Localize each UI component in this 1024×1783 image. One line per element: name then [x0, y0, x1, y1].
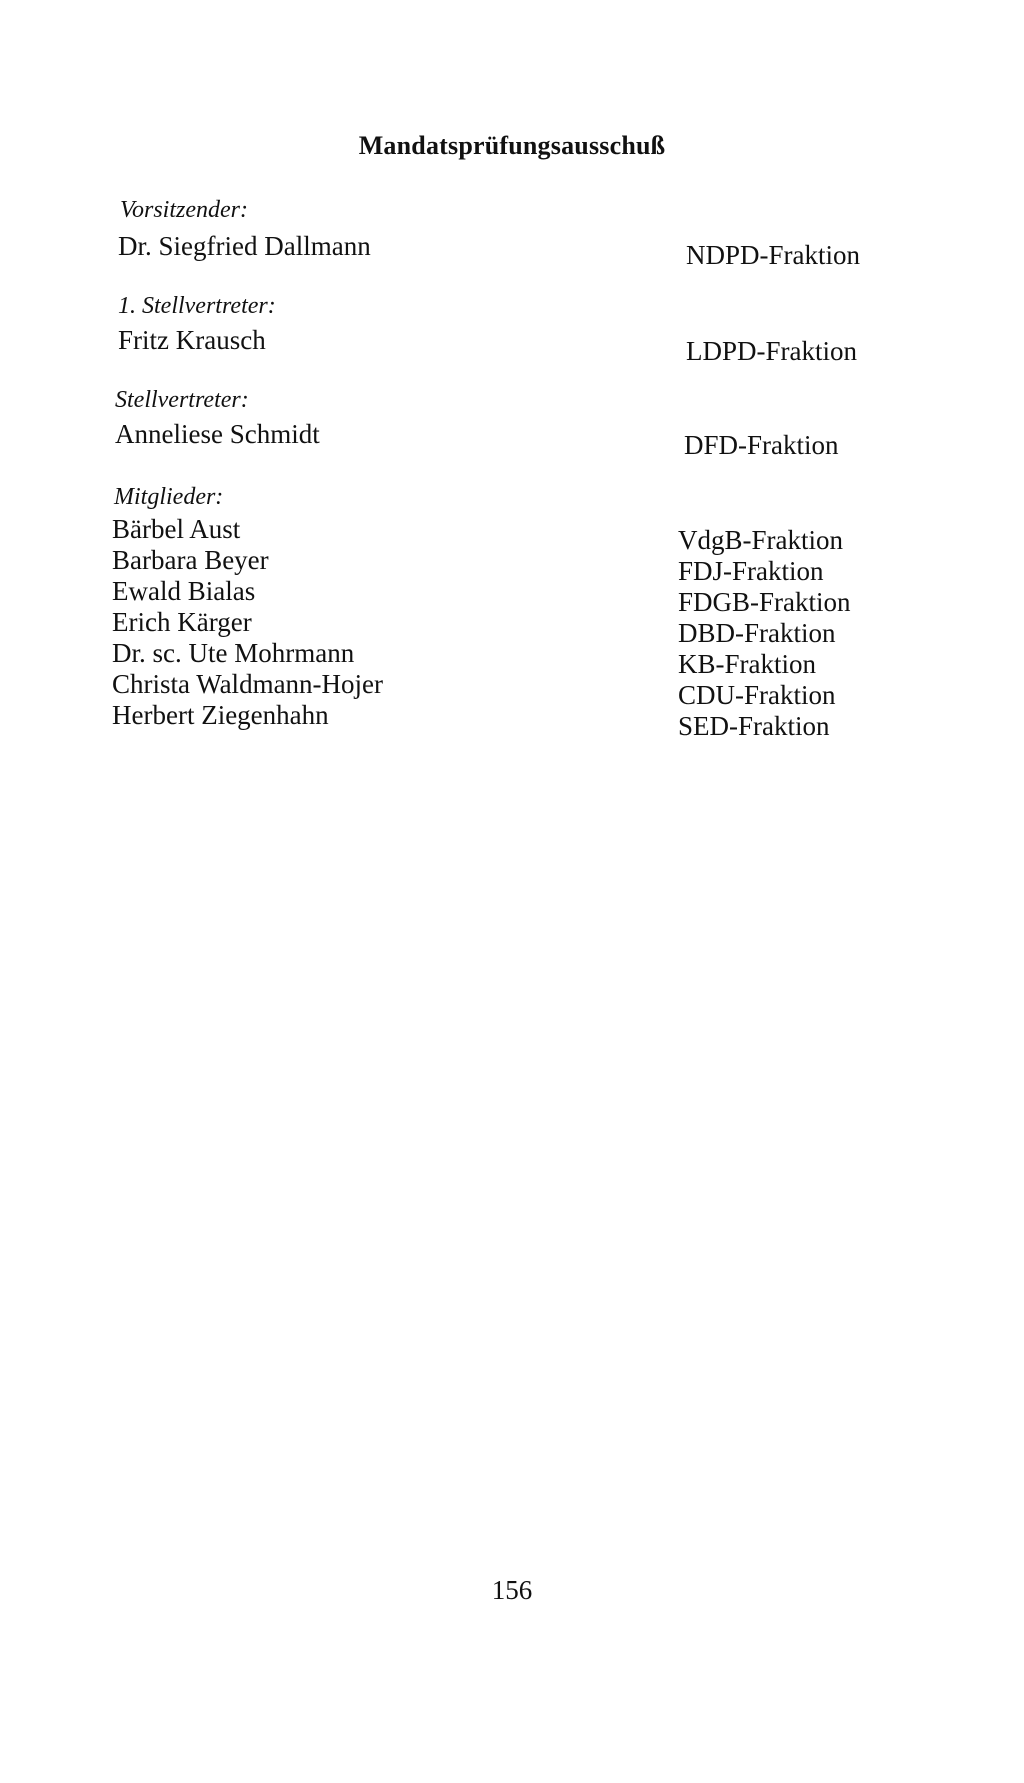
members-faction-list [678, 525, 851, 742]
member-faction: CDU-Fraktion [678, 680, 836, 710]
member-faction: SED-Fraktion [678, 711, 830, 741]
chair-role-label: Vorsitzender: [120, 197, 248, 223]
deputy-role-label: Stellvertreter: [115, 387, 249, 413]
member-name: Dr. sc. Ute Mohrmann [112, 638, 355, 668]
member-name: Erich Kärger [112, 607, 252, 637]
member-name: Barbara Beyer [112, 545, 269, 575]
member-name: Herbert Ziegenhahn [112, 700, 329, 730]
first-deputy-faction: LDPD-Fraktion [686, 336, 857, 366]
deputy-faction: DFD-Fraktion [684, 430, 839, 460]
member-name: Bärbel Aust [112, 514, 241, 544]
member-faction: VdgB-Fraktion [678, 525, 843, 555]
members-name-list [112, 514, 383, 731]
member-faction: FDJ-Fraktion [678, 556, 824, 586]
page-title: Mandatsprüfungsausschuß [358, 131, 666, 160]
first-deputy-role-label: 1. Stellvertreter: [118, 293, 276, 319]
member-faction: DBD-Fraktion [678, 618, 836, 648]
chair-name: Dr. Siegfried Dallmann [118, 231, 371, 261]
members-role-label: Mitglieder: [114, 484, 224, 510]
deputy-name: Anneliese Schmidt [115, 419, 320, 449]
page-number: 156 [491, 1575, 533, 1605]
chair-faction: NDPD-Fraktion [686, 240, 860, 270]
member-name: Christa Waldmann-Hojer [112, 669, 384, 699]
member-faction: KB-Fraktion [678, 649, 816, 679]
member-name: Ewald Bialas [112, 576, 256, 606]
member-faction: FDGB-Fraktion [678, 587, 851, 617]
first-deputy-name: Fritz Krausch [118, 325, 266, 355]
